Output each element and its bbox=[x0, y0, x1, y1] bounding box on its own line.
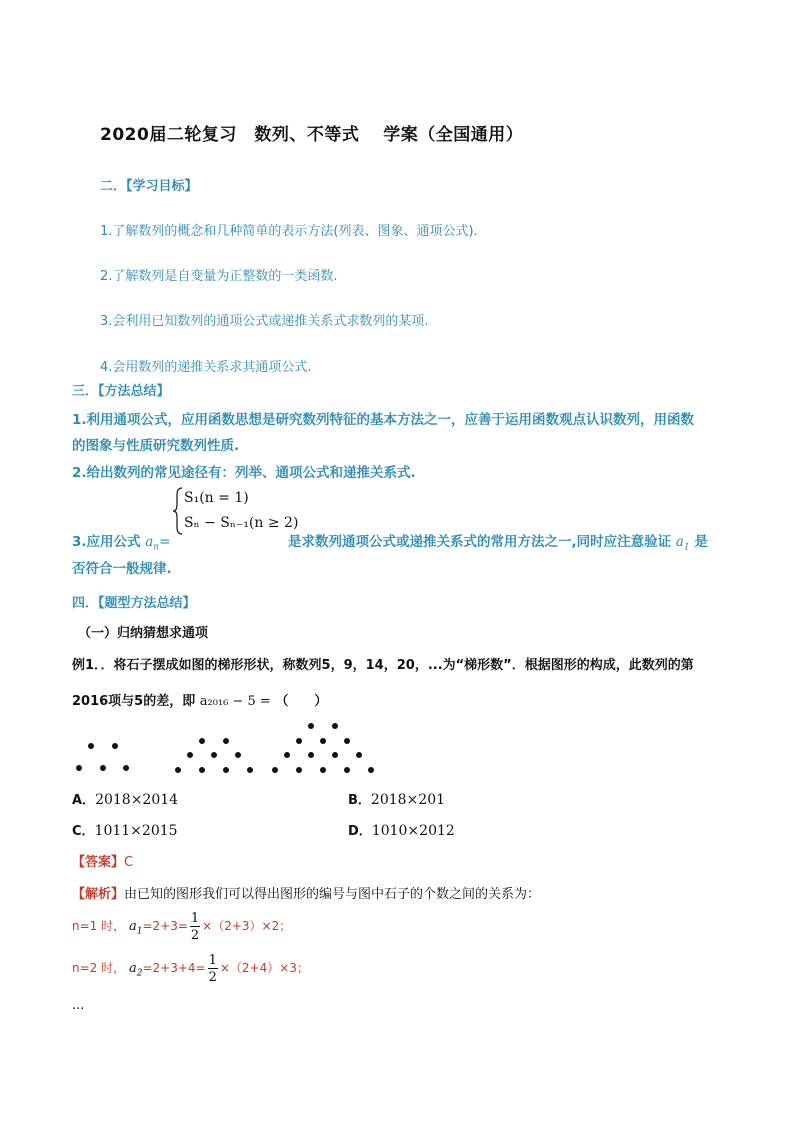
example-line-2-prefix: 2016项与5的差，即 bbox=[72, 694, 196, 709]
n2-mid: =2+3+4= bbox=[142, 961, 206, 975]
fraction-one-half: $\frac{1}{2}$ bbox=[190, 910, 200, 943]
stone-dot bbox=[211, 752, 217, 758]
analysis-n2 bbox=[72, 952, 309, 990]
brace-icon bbox=[172, 487, 184, 535]
n2-prefix: n=2 时， bbox=[72, 961, 126, 975]
answer-label: 【答案】 bbox=[72, 855, 125, 870]
answer bbox=[72, 851, 133, 870]
formula-a1-term: $a_1$ bbox=[128, 919, 143, 937]
method-item-3-suffix-text: 是求数列通项公式或递推关系式的常用方法之一,同时应注意验证 bbox=[288, 534, 672, 550]
formula-case-1: S₁(n = 1) bbox=[184, 490, 249, 506]
stone-dot bbox=[320, 767, 326, 773]
example-expression: a₂₀₁₆ − 5 = bbox=[199, 694, 271, 709]
stone-dot bbox=[112, 743, 118, 749]
stone-dot bbox=[100, 765, 106, 771]
stone-dot bbox=[199, 767, 205, 773]
stone-dot bbox=[88, 743, 94, 749]
example-paren: （ ） bbox=[275, 694, 328, 709]
n1-suffix: ×（2+3）×2； bbox=[202, 919, 292, 933]
option-c[interactable] bbox=[72, 820, 178, 839]
stone-dot bbox=[223, 738, 229, 744]
formula-a1: $a_1$ bbox=[675, 534, 690, 553]
stone-dot bbox=[247, 767, 253, 773]
stone-dot bbox=[308, 723, 314, 729]
page-title: 2020届二轮复习 数列、不等式 学案（全国通用） bbox=[100, 125, 524, 145]
method-item-1-line1: 1.利用通项公式，应用函数思想是研究数列特征的基本方法之一，应善于运用函数观点认识数列，用函数 bbox=[72, 412, 695, 428]
stone-dot bbox=[356, 752, 362, 758]
option-d[interactable] bbox=[348, 820, 455, 839]
fraction-one-half: $\frac{1}{2}$ bbox=[208, 952, 217, 985]
stone-dot bbox=[344, 738, 350, 744]
formula-case-2: Sₙ − Sₙ₋₁(n ≥ 2) bbox=[184, 515, 299, 531]
answer-value: C bbox=[124, 855, 134, 870]
method-item-1-line2: 的图象与性质研究数列性质. bbox=[72, 438, 240, 454]
stone-dot bbox=[223, 767, 229, 773]
analysis-label: 【解析】 bbox=[72, 887, 125, 902]
stone-dot bbox=[296, 767, 302, 773]
stone-dot bbox=[187, 752, 193, 758]
option-label: D． bbox=[348, 824, 372, 839]
stone-dot bbox=[272, 767, 278, 773]
section-heading-types: 四．【题型方法总结】 bbox=[72, 596, 196, 611]
option-value: 1011×2015 bbox=[94, 823, 178, 839]
stone-dot bbox=[76, 765, 82, 771]
ellipsis: ... bbox=[72, 998, 85, 1013]
formula-an: $a_n=$ bbox=[145, 534, 171, 553]
method-item-2: 2.给出数列的常见途径有：列举、通项公式和递推关系式. bbox=[72, 465, 416, 481]
subsection-heading: （一）归纳猜想求通项 bbox=[78, 626, 209, 641]
stone-dot bbox=[284, 752, 290, 758]
stone-dot bbox=[296, 738, 302, 744]
formula-a2-term: $a_2$ bbox=[128, 961, 143, 979]
stone-dot bbox=[368, 767, 374, 773]
option-b[interactable] bbox=[348, 789, 445, 808]
option-label: B． bbox=[348, 793, 371, 808]
n1-prefix: n=1 时， bbox=[72, 919, 126, 933]
goal-item: 2.了解数列是自变量为正整数的一类函数. bbox=[100, 269, 338, 284]
goal-item: 3.会利用已知数列的通项公式或递推关系式求数列的某项. bbox=[100, 314, 429, 329]
example-line-1: 例1．．将石子摆成如图的梯形形状，称数列5，9，14，20，...为“梯形数”．根据图形的构成，此数列的第 bbox=[72, 658, 694, 673]
option-value: 2018×201 bbox=[370, 792, 446, 808]
n1-mid: =2+3= bbox=[142, 919, 188, 933]
stone-dot bbox=[175, 767, 181, 773]
method-item-3 bbox=[72, 530, 170, 553]
analysis-text: 由已知的图形我们可以得出图形的编号与图中石子的个数之间的关系为： bbox=[124, 887, 541, 902]
option-label: C． bbox=[72, 824, 95, 839]
stone-dot bbox=[308, 752, 314, 758]
method-item-3-prefix: 3.应用公式 bbox=[72, 534, 141, 550]
option-label: A． bbox=[72, 793, 96, 808]
stone-dot bbox=[344, 767, 350, 773]
method-item-3-line2: 否符合一般规律. bbox=[72, 561, 172, 577]
option-a[interactable] bbox=[72, 789, 178, 808]
n2-suffix: ×（2+4）×3； bbox=[219, 961, 309, 975]
stone-dot bbox=[235, 752, 241, 758]
analysis-n1 bbox=[72, 910, 291, 948]
stone-dot bbox=[123, 765, 129, 771]
analysis bbox=[72, 883, 540, 902]
stone-dot bbox=[332, 752, 338, 758]
method-item-3-suffix bbox=[288, 530, 708, 553]
stone-dot bbox=[332, 723, 338, 729]
example-line-2 bbox=[72, 690, 327, 709]
section-heading-methods: 三．【方法总结】 bbox=[72, 384, 170, 399]
stone-dot bbox=[199, 738, 205, 744]
section-heading-goals: 二．【学习目标】 bbox=[100, 179, 198, 194]
option-value: 2018×2014 bbox=[95, 792, 179, 808]
goal-item: 1.了解数列的概念和几种简单的表示方法(列表、图象、通项公式). bbox=[100, 224, 478, 239]
goal-item: 4.会用数列的递推关系求其通项公式. bbox=[100, 360, 312, 375]
option-value: 1010×2012 bbox=[371, 823, 455, 839]
method-item-3-tail: 是 bbox=[694, 534, 708, 550]
stone-dot bbox=[320, 738, 326, 744]
